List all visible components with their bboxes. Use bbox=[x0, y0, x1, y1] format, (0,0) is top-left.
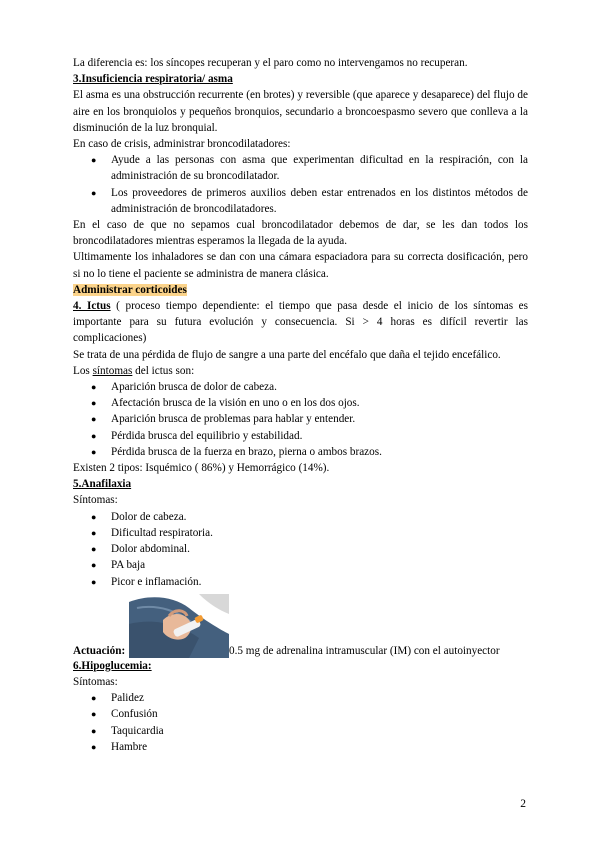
intro-line: La diferencia es: los síncopes recuperan y el paro como no intervengamos no recuperan. bbox=[73, 57, 468, 69]
list-item: ● Hambre bbox=[111, 739, 528, 755]
crisis-instruction: En caso de crisis, administrar broncodilatadores: bbox=[73, 138, 291, 151]
list-item: ● Dificultad respiratoria. bbox=[111, 525, 528, 541]
page-number: 2 bbox=[520, 798, 526, 810]
list-item: ● Taquicardia bbox=[111, 723, 528, 739]
list-item: ● Dolor abdominal. bbox=[111, 541, 528, 557]
action-text: 0.5 mg de adrenalina intramuscular (IM) con el autoinyector bbox=[229, 644, 500, 657]
action-row bbox=[73, 594, 528, 658]
stroke-symptoms-intro: Los síntomas del ictus son: bbox=[73, 364, 195, 377]
list-item: ● Aparición brusca de dolor de cabeza. bbox=[111, 379, 528, 395]
hypoglycemia-symptom-list bbox=[73, 690, 528, 755]
anaphylaxis-symptoms-label: Síntomas: bbox=[73, 494, 118, 507]
section-5-heading: 5.Anafilaxia bbox=[73, 478, 132, 491]
list-item: ● Dolor de cabeza. bbox=[111, 509, 528, 525]
asthma-definition: El asma es una obstrucción recurrente (en brotes) y reversible (que aparece y desaparece) del flujo de aire en los bronquiolos y pequeños bronquios, secundario a broncoespasmo severo que conlleva a la disminución de la luz bronquial. bbox=[73, 89, 528, 134]
corticoids-highlight: Administrar corticoides bbox=[73, 283, 187, 296]
document-page bbox=[73, 55, 528, 755]
stroke-symptom-list bbox=[73, 379, 528, 460]
unknown-bronchodilator-paragraph: En el caso de que no sepamos cual broncodilatador debemos de dar, se les dan todos los broncodilatadores mientras esperamos la llegada de la ayuda. bbox=[73, 219, 528, 248]
autoinjector-image bbox=[129, 594, 229, 658]
action-label: Actuación: bbox=[73, 644, 126, 657]
list-item: ● Ayude a las personas con asma que experimentan dificultad en la respiración, con la administración de su broncodilatador. bbox=[111, 152, 528, 184]
section-4-heading: 4. Ictus bbox=[73, 300, 111, 313]
list-item: ● Aparición brusca de problemas para hablar y entender. bbox=[111, 411, 528, 427]
list-item: ● Picor e inflamación. bbox=[111, 574, 528, 590]
list-item: ● Los proveedores de primeros auxilios deben estar entrenados en los distintos métodos de administración de broncodilatadores. bbox=[111, 185, 528, 217]
section-3-heading: 3.Insuficiencia respiratoria/ asma bbox=[73, 73, 233, 86]
list-item: ● Pérdida brusca del equilibrio y estabilidad. bbox=[111, 428, 528, 444]
list-item: ● Palidez bbox=[111, 690, 528, 706]
spacer-chamber-paragraph: Ultimamente los inhaladores se dan con una cámara espaciadora para su correcta dosificación, pero si no lo tiene el paciente se administra de manera clásica. bbox=[73, 251, 528, 280]
symptoms-word: síntomas bbox=[92, 364, 133, 377]
list-item: ● Afectación brusca de la visión en uno o en los dos ojos. bbox=[111, 395, 528, 411]
anaphylaxis-symptom-list bbox=[73, 509, 528, 590]
list-item: ● Pérdida brusca de la fuerza en brazo, pierna o ambos brazos. bbox=[111, 444, 528, 460]
section-6-heading: 6.Hipoglucemia: bbox=[73, 659, 152, 672]
section-4-heading-rest: ( proceso tiempo dependiente: el tiempo que pasa desde el inicio de los síntomas es importante para su futura evolución y consecuencia. Si > 4 horas es difícil revertir las complicaciones) bbox=[73, 300, 528, 345]
list-item: ● Confusión bbox=[111, 706, 528, 722]
list-item: ● PA baja bbox=[111, 557, 528, 573]
section-4-intro bbox=[73, 298, 528, 347]
stroke-definition: Se trata de una pérdida de flujo de sangre a una parte del encéfalo que daña el tejido encefálico. bbox=[73, 348, 501, 361]
hypoglycemia-symptoms-label: Síntomas: bbox=[73, 675, 118, 688]
asthma-bullet-list bbox=[73, 152, 528, 217]
stroke-types: Existen 2 tipos: Isquémico ( 86%) y Hemorrágico (14%). bbox=[73, 462, 330, 475]
